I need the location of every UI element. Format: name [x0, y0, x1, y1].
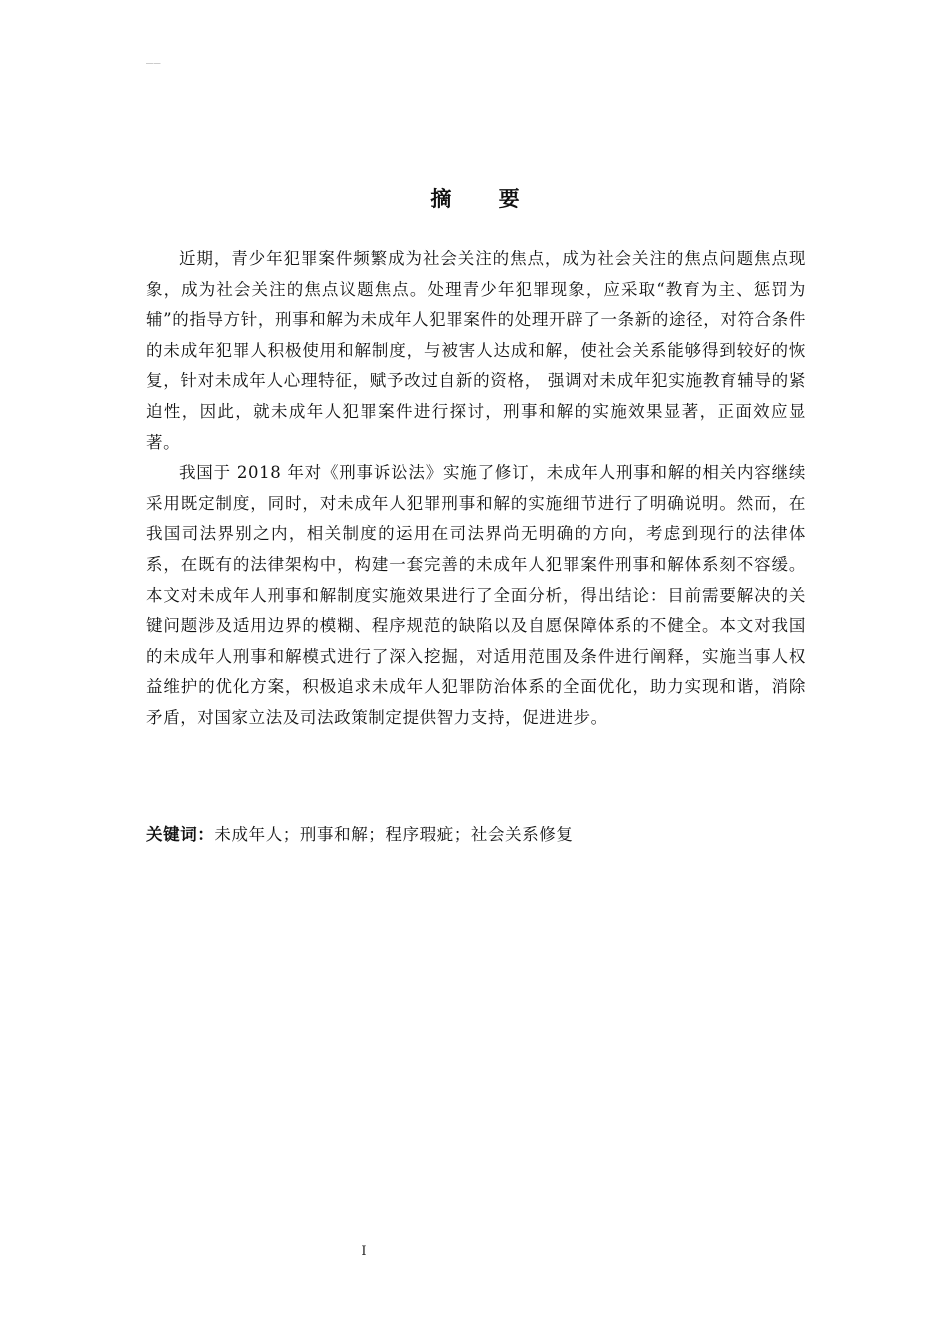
abstract-title: 摘 要 — [430, 187, 540, 211]
abstract-body — [146, 244, 806, 734]
keywords-text: 未成年人；刑事和解；程序瑕疵；社会关系修复 — [214, 825, 574, 844]
keywords-line — [146, 820, 806, 850]
page-number: I — [361, 1244, 367, 1259]
keywords-label: 关键词： — [146, 825, 215, 844]
header-mark: —— — [146, 60, 161, 67]
abstract-paragraph-2: 我国于 2018 年对《刑事诉讼法》实施了修订，未成年人刑事和解的相关内容继续采用既定制度，同时，对未成年人犯罪刑事和解的实施细节进行了明确说明。然而，在我国司法界别之内，相关制度的运用在司法界尚无明确的方向，考虑到现行的法律体系，在既有的法律架构中，构建一套完善的未成年人犯罪案件刑事和解体系刻不容缓。本文对未成年人刑事和解制度实施效果进行了全面分析，得出结论：目前需要解决的关键问题涉及适用边界的模糊、程序规范的缺陷以及自愿保障体系的不健全。本文对我国的未成年人刑事和解模式进行了深入挖掘，对适用范围及条件进行阐释，实施当事人权益维护的优化方案，积极追求未成年人犯罪防治体系的全面优化，助力实现和谐，消除矛盾，对国家立法及司法政策制定提供智力支持，促进进步。 — [146, 463, 806, 727]
abstract-paragraph-1: 近期，青少年犯罪案件频繁成为社会关注的焦点，成为社会关注的焦点问题焦点现象，成为社会关注的焦点议题焦点。处理青少年犯罪现象，应采取“教育为主、惩罚为辅”的指导方针，刑事和解为未成年人犯罪案件的处理开辟了一条新的途径，对符合条件的未成年犯罪人积极使用和解制度，与被害人达成和解，使社会关系能够得到较好的恢复，针对未成年人心理特征，赋予改过自新的资格， 强调对未成年犯实施教育辅导的紧迫性，因此，就未成年人犯罪案件进行探讨，刑事和解的实施效果显著，正面效应显著。 — [146, 249, 806, 452]
